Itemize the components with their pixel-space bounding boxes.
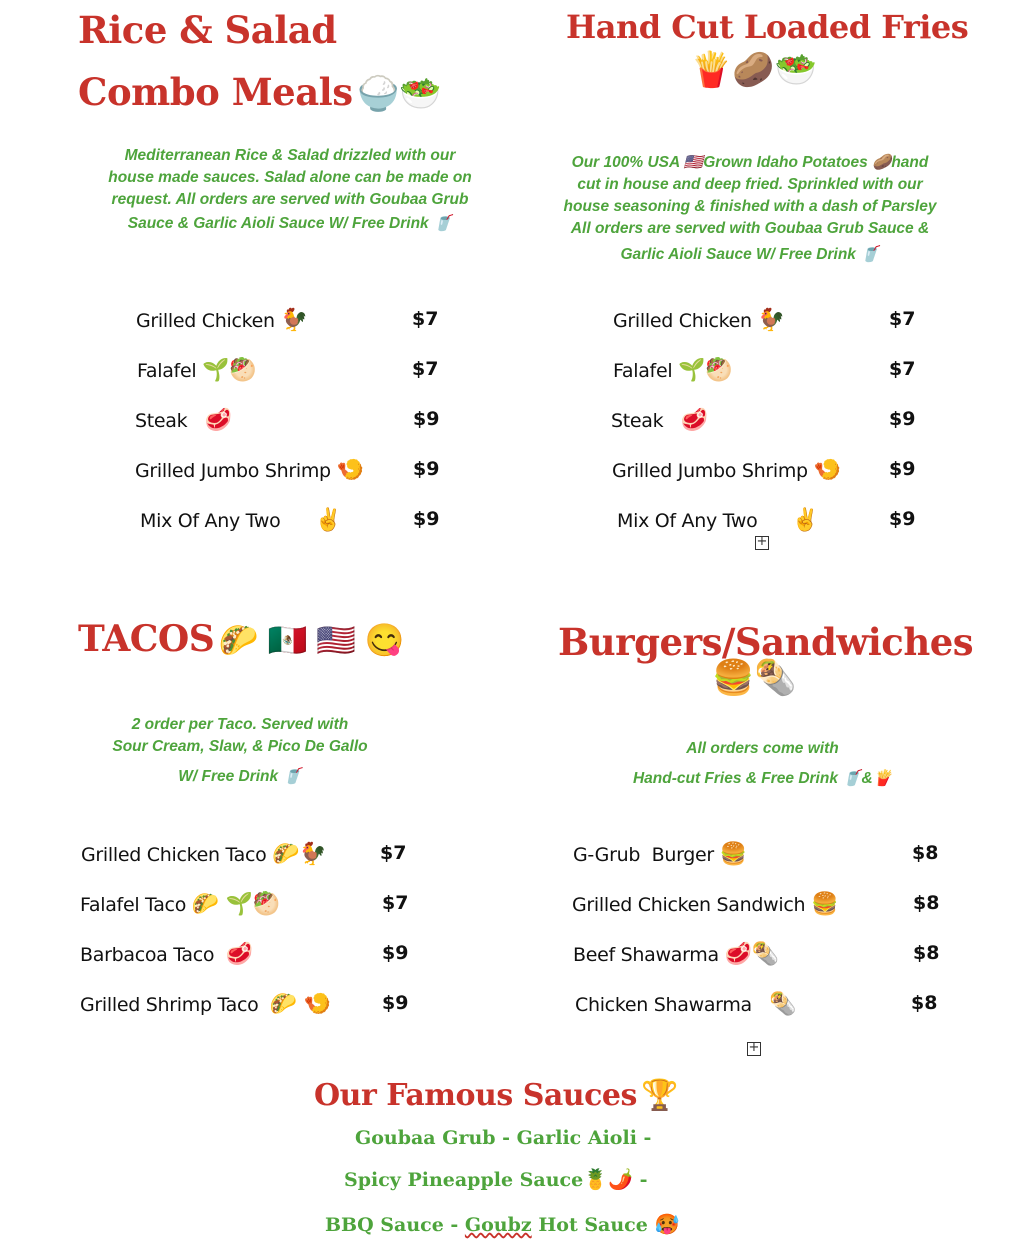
item-name: Grilled Chicken [136,310,275,332]
item-price: $7 [382,892,409,914]
rice-salad-bowl-icon: 🍚🥗 [357,75,442,113]
item-price: $8 [912,842,939,864]
taco-flags-smile-icon: 🌮 🇲🇽 🇺🇸 😋 [218,622,405,658]
menu-item [140,508,342,533]
menu-item [573,842,747,867]
desc-line: All orders are served with Goubaa Grub Sauce & [570,220,930,237]
menu-item [572,892,838,917]
sauce-line-3 [325,1212,679,1236]
desc-line: Hand-cut Fries & Free Drink 🥤&🍟 [632,770,893,787]
victory-hand-icon: ✌️ [314,508,342,533]
steak-icon: 🥩 [225,942,253,967]
menu-item [613,358,732,383]
rice-salad-title-line1: Rice & Salad [78,8,337,52]
item-price: $9 [413,408,440,430]
item-price: $9 [889,458,916,480]
item-name: Mix Of Any Two [140,510,281,532]
item-price: $7 [412,358,439,380]
item-name: Barbacoa Taco [80,944,215,966]
sauce-line-2 [344,1167,648,1191]
loaded-fries-title: Hand Cut Loaded Fries [566,8,969,46]
desc-line: Garlic Aioli Sauce W/ Free Drink 🥤 [620,246,880,263]
item-price: $9 [413,508,440,530]
item-price: $9 [889,508,916,530]
tacos-title-wrap [78,618,405,660]
hot-face-icon: 🥵 [654,1212,680,1236]
sauce-name-misspelled: Goubz [464,1214,532,1236]
pineapple-pepper-icon: 🍍🌶️ [583,1167,633,1191]
menu-item [80,892,280,917]
burrito-icon: 🌯 [769,992,797,1017]
chicken-icon: 🐓 [280,308,308,333]
item-name: Chicken Shawarma [575,994,752,1016]
item-price: $7 [889,308,916,330]
add-plus-icon[interactable]: + [756,534,768,549]
menu-item [573,942,779,967]
loaded-fries-description [535,152,965,266]
desc-line: house seasoning & finished with a dash of Parsley [563,198,937,215]
shrimp-icon: 🍤 [336,458,364,483]
fries-potato-salad-icon: 🍟🥔🥗 [690,51,818,89]
sauce-line-1: Goubaa Grub - Garlic Aioli - [355,1127,652,1149]
desc-line: Sour Cream, Slaw, & Pico De Gallo [112,738,368,755]
menu-item [81,842,326,867]
item-name: Falafel [137,360,197,382]
sauce-name: BBQ Sauce - [325,1214,465,1236]
desc-line: Mediterranean Rice & Salad drizzled with our [124,147,456,164]
item-name: Steak [611,410,664,432]
steak-icon: 🥩 [204,408,232,433]
item-name: Beef Shawarma [573,944,719,966]
menu-item [135,458,364,483]
rice-salad-description [70,145,510,235]
menu-item [612,458,841,483]
tacos-description [80,714,400,788]
chicken-icon: 🐓 [757,308,785,333]
item-name: Grilled Shrimp Taco [80,994,259,1016]
desc-line: All orders come with [686,740,839,757]
sauces-title-wrap [314,1078,679,1113]
desc-line: W/ Free Drink 🥤 [178,768,302,785]
menu-item [575,992,796,1017]
item-name: G-Grub Burger [573,844,714,866]
sauce-name: Spicy Pineapple Sauce [344,1169,584,1191]
item-price: $9 [382,942,409,964]
menu-item [136,308,308,333]
item-name: Grilled Chicken [613,310,752,332]
rice-salad-title-line2-wrap [78,70,442,114]
desc-line: Sauce & Garlic Aioli Sauce W/ Free Drink 🥤 [127,215,453,232]
burger-icon: 🍔 [810,892,839,917]
menu-item [80,992,331,1017]
taco-chicken-icon: 🌮🐓 [272,842,327,867]
menu-item [80,942,253,967]
add-plus-icon[interactable]: + [748,1040,760,1055]
victory-hand-icon: ✌️ [791,508,819,533]
falafel-icon: 🌱🥙 [678,358,733,383]
item-price: $9 [382,992,409,1014]
sauce-name: Hot Sauce [531,1214,655,1236]
item-price: $8 [913,892,940,914]
burgers-title: Burgers/Sandwiches [558,620,974,664]
item-name: Grilled Jumbo Shrimp [135,460,331,482]
menu-item [137,358,256,383]
item-price: $8 [913,942,940,964]
burgers-description [590,738,935,790]
item-price: $7 [412,308,439,330]
item-name: Grilled Jumbo Shrimp [612,460,808,482]
menu-item [617,508,819,533]
rice-salad-title-line2: Combo Meals [78,70,353,114]
item-price: $9 [413,458,440,480]
tacos-title: TACOS [78,618,215,660]
item-name: Falafel Taco [80,894,187,916]
menu-item [611,408,708,433]
desc-line: cut in house and deep fried. Sprinkled with our [577,176,923,193]
item-name: Grilled Chicken Sandwich [572,894,806,916]
sauce-sep: - [632,1169,648,1191]
item-price: $8 [911,992,938,1014]
item-name: Mix Of Any Two [617,510,758,532]
desc-line: Our 100% USA 🇺🇸Grown Idaho Potatoes 🥔hand [571,154,929,171]
shrimp-icon: 🍤 [813,458,841,483]
sauces-title: Our Famous Sauces [314,1078,637,1113]
item-price: $7 [380,842,407,864]
steak-burrito-icon: 🥩🌯 [724,942,779,967]
item-price: $9 [889,408,916,430]
menu-item [135,408,232,433]
desc-line: house made sauces. Salad alone can be made on [108,169,472,186]
burger-icon: 🍔 [719,842,747,867]
desc-line: request. All orders are served with Goubaa Grub [111,191,469,208]
item-price: $7 [889,358,916,380]
item-name: Grilled Chicken Taco [81,844,267,866]
trophy-icon: 🏆 [641,1079,679,1112]
item-name: Steak [135,410,188,432]
steak-icon: 🥩 [680,408,708,433]
burger-burrito-icon: 🍔🌯 [712,659,797,697]
desc-line: 2 order per Taco. Served with [131,716,349,733]
menu-item [613,308,785,333]
taco-falafel-icon: 🌮 🌱🥙 [191,892,280,917]
item-name: Falafel [613,360,673,382]
taco-shrimp-icon: 🌮 🍤 [269,992,331,1017]
falafel-icon: 🌱🥙 [202,358,257,383]
